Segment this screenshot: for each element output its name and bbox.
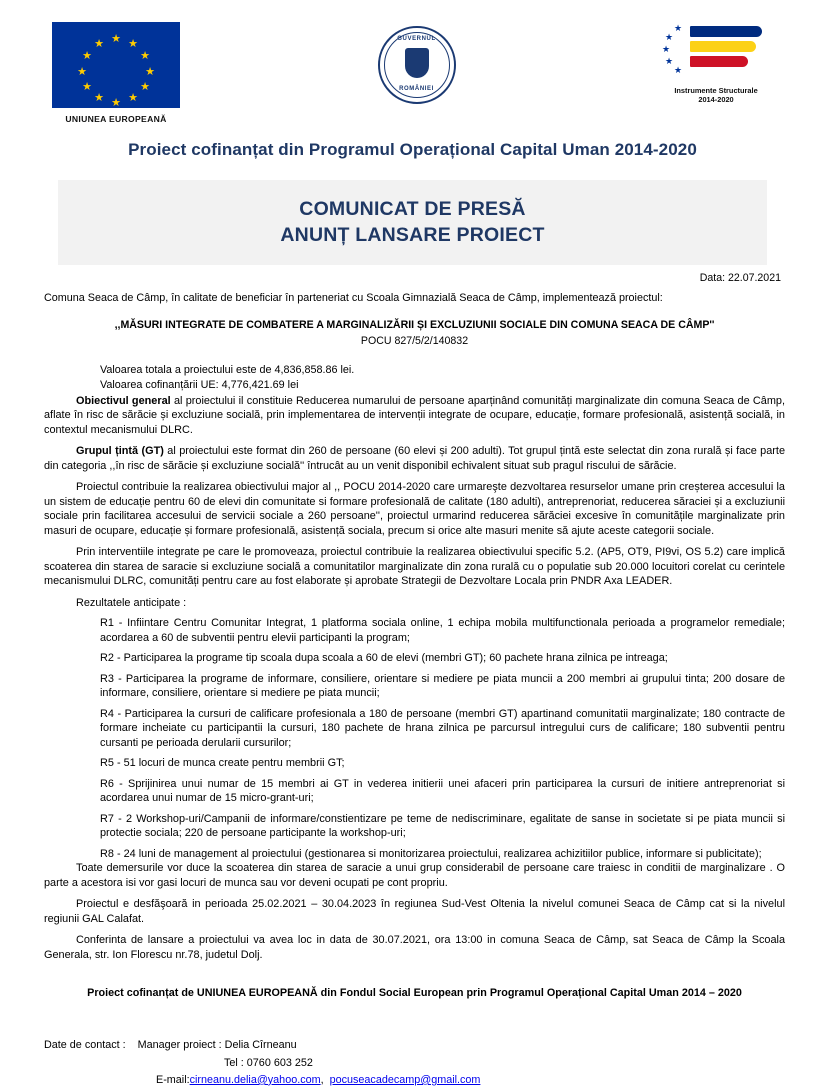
program-subtitle: Proiect cofinanțat din Programul Operațional Capital Uman 2014-2020 [128,140,697,160]
result-item: R3 - Participarea la programe de informare, consiliere, orientare si mediere pe piata muncii a 200 membri ai grupului tinta; 200 dosare de informare, consiliere, orientare si mediere pe piata muncii; [100,672,785,700]
gov-seal-bottom-text: ROMÂNIEI [399,86,434,93]
lead-paragraph: Comuna Seaca de Câmp, în calitate de beneficiar în parteneriat cu Scoala Gimnazială Seaca de Câmp, implementează proiectul: [44,292,663,304]
target-group-label: Grupul țintă (GT) [76,445,164,458]
target-group-text: al proiectului este format din 260 de persoane (60 elevi și 200 adulti). Tot grupul țintă este selectat din zona rurală și face parte din categoria ,,în risc de sărăcie și excluziune socială'' întrucât au un venit disponibil echivalent situat sub pragul riscului de sărăcie. [44,445,785,472]
contact-phone: Tel : 0760 603 252 [224,1056,313,1069]
contact-label: Date de contact : [44,1039,126,1052]
contact-block [44,1038,785,1087]
government-seal-icon [378,26,456,104]
press-release-title: COMUNICAT DE PRESĂ [299,197,526,220]
eu-logo-caption: UNIUNEA EUROPEANĂ [65,114,167,124]
press-release-subtitle: ANUNȚ LANSARE PROIECT [280,223,545,246]
general-objective-paragraph [44,394,785,438]
logo-bar [0,0,825,125]
result-item: R4 - Participarea la cursuri de calificare profesionala a 180 de persoane (membri GT) apartinand comunitatii marginalizate; 180 contracte de formare incheiate cu participantii la cursuri, 180 pachete de hrana zilnica pe parcursul intregului curs de calificare; 180 subventii pentru cursanti pe perioada derularii cursurilor; [100,707,785,749]
general-objective-text: al proiectului il constituie Reducerea numarului de persoane aparținând comunități marginalizate din comuna Seaca de Câmp, aflate în risc de sărăcie și excluziune socială, prin implementarea de intervenții integrate de ocupare, educație, formare profesională, asistență socială, in contextul mecanismului DLRC. [44,394,785,436]
structural-instruments-caption [641,86,791,105]
period-paragraph: Proiectul e desfăşoară in perioada 25.02.2021 – 30.04.2023 în regiunea Sud-Vest Oltenia la nivelul comunei Seaca de Câmp cat si la nivelul regiunii GAL Calafat. [44,898,785,925]
interventions-paragraph: Prin interventiile integrate pe care le promoveaza, proiectul contribuie la realizarea obiectivului specific 5.2. (AP5, OT9, PI9vi, OS 5.2) care implică scoaterea din starea de saracie si excluziune socială a comunitatilor marginalizate din zona rurală cu o populatie sub 20.000 locuitori corelat cu cerintele mecanismului DLRC, comunități pentru care au fost elaborate și aprobate Strategii de Dezvoltare Locala prin PNDR Axa LEADER. [44,546,785,588]
contribution-paragraph: Proiectul contribuie la realizarea obiectivului major al ,, POCU 2014-2020 care urmareşte dezvoltarea resurselor umane prin creșterea accesului la un sistem de educație pentru 60 de elevi din comunitate si formare profesională de calitate (180 adulti), antreprenoriat, reducerea săraciei și a excluziunii sociale prin facilitarea accesului de servicii sociale a 260 persoane'', proiectul urmarind reducerea sărăciei excesive în comunitățile marginalizate prin masuri de ocupare, educație și formare profesională, asistență sociala, precum si orice alte masuri menite să ajute aceste categorii sociale. [44,481,785,537]
general-objective-label: Obiectivul general [76,394,171,407]
conference-paragraph: Conferinta de lansare a proiectului va avea loc in data de 30.07.2021, ora 13:00 in comuna Seaca de Câmp, sat Seaca de Câmp la Scoala Generala, str. Ion Florescu nr.78, judetul Dolj. [44,934,785,961]
contact-row-manager [44,1038,785,1052]
contact-email-separator: , [320,1073,324,1086]
contact-email-link-2[interactable]: pocuseacadecamp@gmail.com [329,1073,481,1086]
value-cofinancing: Valoarea cofinanțării UE: 4,776,421.69 lei [100,379,299,392]
contact-row-phone [44,1056,785,1070]
contact-email-label: E-mail: [156,1073,190,1086]
result-item: R1 - Infiintare Centru Comunitar Integrat, 1 platforma sociala online, 1 echipa mobila multifunctionala perioada a programelor remediale; acordarea a 60 de subventii pentru elevii participanti la program; [100,617,785,644]
contact-manager: Manager proiect : Delia Cîrneanu [137,1039,297,1052]
document-date: Data: 22.07.2021 [699,272,781,285]
project-code: POCU 827/5/2/140832 [360,335,469,348]
contact-row-email [44,1073,785,1087]
structural-instruments-icon: ★ ★ ★ ★ ★ [662,22,770,84]
result-item: R2 - Participarea la programe tip scoala dupa scoala a 60 de elevi (membri GT); 60 pachete hrana zilnica pe intreaga; [100,652,668,665]
contact-email-link-1[interactable]: cirneanu.delia@yahoo.com [189,1073,321,1086]
project-values [44,363,785,393]
press-release-banner [58,180,767,265]
target-group-paragraph [44,444,785,473]
results-heading: Rezultatele anticipate : [76,596,187,609]
project-title: ,,MĂSURI INTEGRATE DE COMBATERE A MARGINALIZĂRII ȘI EXCLUZIUNII SOCIALE DIN COMUNA SEACA DE CÂMP'' [114,319,715,332]
conclusion-paragraph: Toate demersurile vor duce la scoaterea din starea de saracie a unui grup considerabil de persoane care traiesc in conditii de marginalizare . O parte a acestora isi vor gasi locuri de munca sau vor deveni ocupati pe cont propriu. [44,862,785,889]
eu-logo [40,22,192,125]
gov-seal-top-text: GUVERNUL [397,36,436,42]
eu-flag-icon: ★ ★ ★ ★ ★ ★ ★ ★ ★ ★ ★ ★ [52,22,180,108]
document-content [0,272,825,1087]
value-total: Valoarea totala a proiectului este de 4,836,858.86 lei. [100,364,355,377]
structural-instruments-logo [641,22,791,105]
instr-caption-line2: 2014-2020 [698,95,734,105]
result-item: R8 - 24 luni de management al proiectului (gestionarea si monitorizarea proiectului, realizarea achizitiilor publice, informare si publicitate); [100,847,762,860]
result-item: R7 - 2 Workshop-uri/Campanii de informare/constientizare pe teme de nediscriminare, egalitate de sanse in societate si pe piata muncii si protectie sociala; 220 de persoane participante la workshop-uri; [100,812,785,840]
instr-caption-line1: Instrumente Structurale [674,86,758,95]
result-item: R5 - 51 locuri de munca create pentru membrii GT; [100,757,345,770]
result-item: R6 - Sprijinirea unui numar de 15 membri ai GT in vederea initierii unei afaceri prin participarea la cursuri de initiere antreprenoriat si acordarea unui numar de 15 micro-grant-uri; [100,777,785,805]
funding-footer: Proiect cofinanțat de UNIUNEA EUROPEANĂ din Fondul Social European prin Programul Operațional Capital Uman 2014 – 2020 [87,987,742,1000]
government-logo [342,22,492,104]
